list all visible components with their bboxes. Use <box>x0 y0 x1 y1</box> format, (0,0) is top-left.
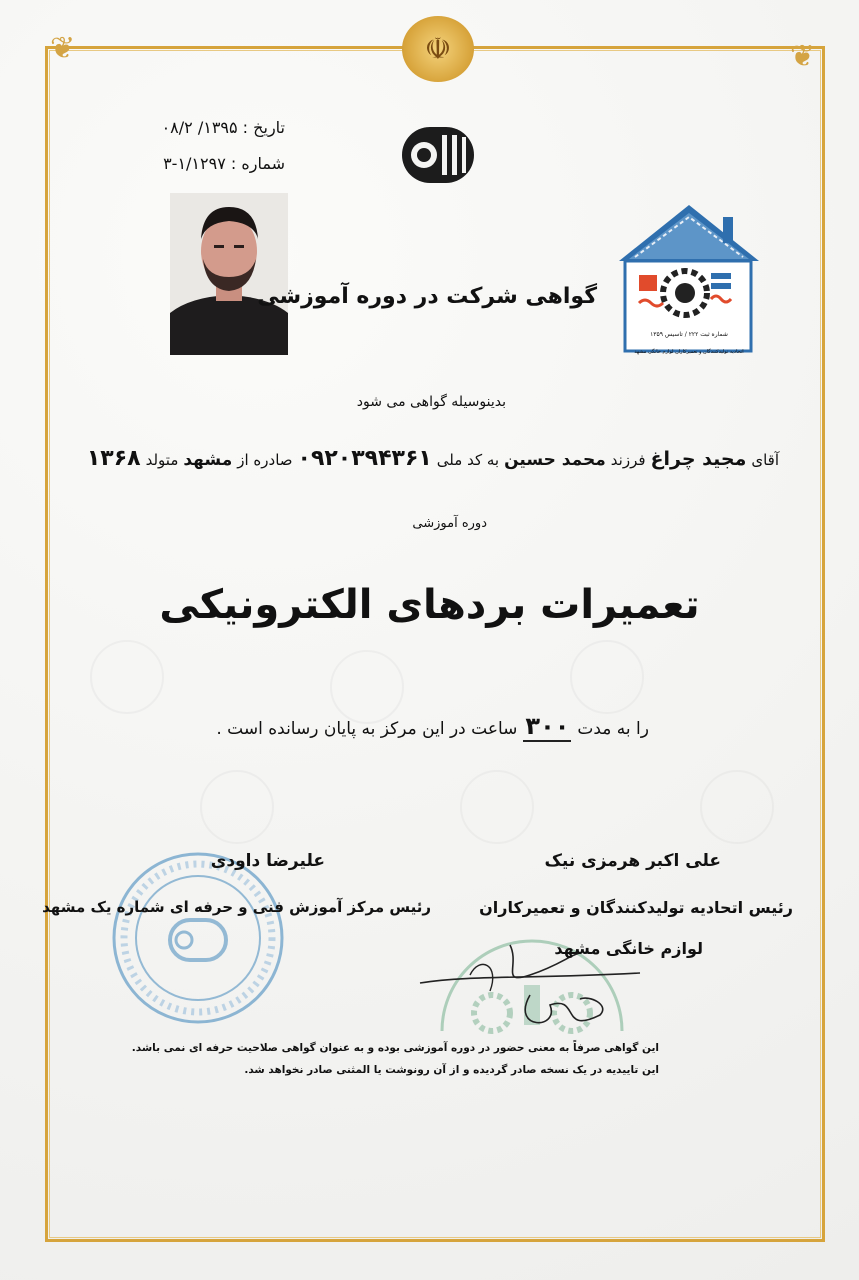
duration-line <box>216 712 649 742</box>
footer-note-1: این گواهی صرفاً به معنی حضور در دوره آموزشی بوده و به عنوان گواهی صلاحیت حرفه ای نمی باشد. <box>131 1042 659 1054</box>
vocational-org-logo-icon <box>400 123 476 187</box>
issued-from-label: صادره از <box>237 451 293 469</box>
issue-date: تاریخ : ۱۳۹۵/ ۰۸/۲ <box>161 118 285 137</box>
birth-year: ۱۳۶۸ <box>86 446 141 471</box>
duration-suffix: ساعت در این مرکز به پایان رسانده است . <box>216 719 518 739</box>
certificate-number: شماره : ۱/۱۲۹۷-۳ <box>163 154 285 173</box>
house-logo-caption-registration: شماره ثبت ۲۲۲ / تاسیس ۱۳۵۹ <box>650 331 728 338</box>
corner-ornament-icon: ❦ <box>790 39 816 74</box>
national-code: ۰۹۲۰۳۹۴۳۶۱ <box>297 446 432 471</box>
intro-text: بدینوسیله گواهی می شود <box>356 394 506 410</box>
duration-prefix: را به مدت <box>577 719 649 739</box>
certificate-title: گواهی شرکت در دوره آموزشی <box>257 284 597 309</box>
title-prefix: آقای <box>751 451 779 469</box>
corner-ornament-icon: ❦ <box>50 31 76 66</box>
left-signatory-name: علیرضا داودی <box>210 851 325 871</box>
holder-name: مجید چراغ <box>650 448 747 470</box>
course-title: تعمیرات بردهای الکترونیکی <box>159 582 700 628</box>
holder-details-line <box>87 446 779 471</box>
right-signatory-title-line1: رئیس اتحادیه تولیدکنندگان و تعمیرکاران <box>479 898 793 917</box>
blue-official-stamp-icon <box>110 850 286 1026</box>
born-label: متولد <box>145 451 179 469</box>
holder-photo <box>170 193 288 355</box>
right-signatory-name: علی اکبر هرمزی نیک <box>544 851 721 871</box>
footer-note-2: این تاییدیه در یک نسخه صادر گردیده و از آن رونوشت یا المثنی صادر نخواهد شد. <box>244 1064 659 1076</box>
city: مشهد <box>183 450 233 470</box>
course-label: دوره آموزشی <box>412 516 487 531</box>
right-signatory-title-line2: لوازم خانگی مشهد <box>554 939 703 958</box>
national-emblem-icon: ☫ <box>402 16 474 82</box>
national-code-label: به کد ملی <box>436 451 500 469</box>
left-signatory-title: رئیس مرکز آموزش فنی و حرفه ای شماره یک مشهد <box>42 898 431 916</box>
father-name: محمد حسین <box>504 450 606 470</box>
house-logo-caption-union: اتحادیه تولیدکنندگان و تعمیرکاران لوازم خانگی مشهد <box>634 349 744 355</box>
son-of-label: فرزند <box>610 451 646 469</box>
course-hours: ۳۰۰ <box>525 712 570 740</box>
